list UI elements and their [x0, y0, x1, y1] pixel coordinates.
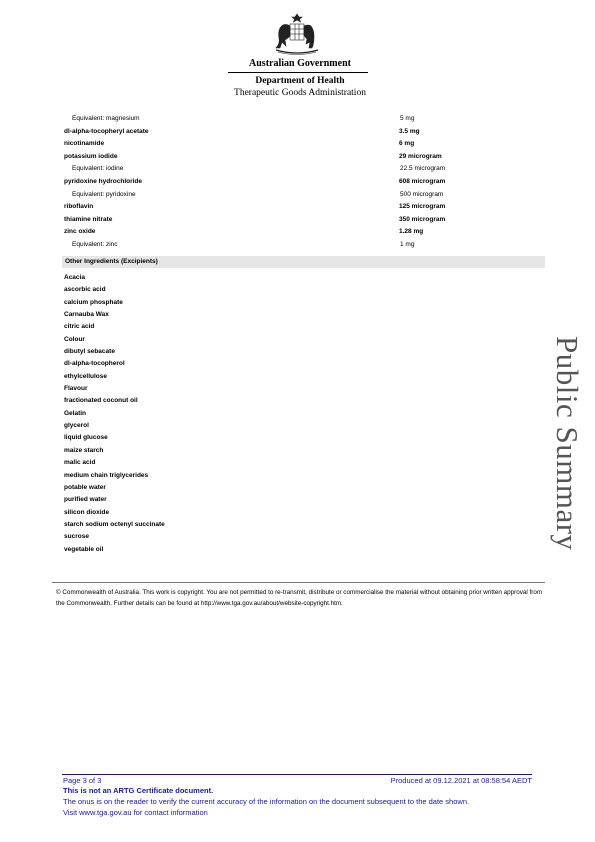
excipient-list [64, 272, 364, 556]
excipient-item: vegetable oil [64, 545, 104, 553]
ingredient-name: Equivalent: zinc [72, 240, 118, 248]
ingredient-row [62, 126, 547, 139]
ingredient-row [62, 226, 547, 239]
public-summary-watermark: Public Summary [550, 336, 585, 551]
excipient-item: silicon dioxide [64, 508, 110, 516]
produced-timestamp: Produced at 09.12.2021 at 08:58:54 AEDT [390, 776, 532, 785]
excipients-header [62, 256, 545, 268]
copyright-notice: © Commonwealth of Australia. This work is copyright. You are not permitted to re-transmit, distribute or commercialise the material without obtaining prior written approval from the Commonwealth. Further details can be found at http://www.tga.gov.au/about/website-copyright.htm. [56, 589, 543, 607]
copyright-divider [52, 582, 545, 583]
ingredient-row [62, 163, 547, 176]
ingredient-qty: 6 mg [399, 140, 415, 148]
ingredient-qty: 3.5 mg [399, 127, 420, 135]
ingredient-name: riboflavin [64, 203, 94, 211]
ingredient-row [62, 189, 547, 202]
ingredient-name: dl-alpha-tocopheryl acetate [64, 127, 149, 135]
ingredient-row [62, 151, 547, 164]
excipient-item: fractionated coconut oil [64, 397, 138, 405]
government-title: Australian Government [249, 58, 351, 69]
excipient-item: ascorbic acid [64, 286, 106, 294]
ingredient-qty: 500 microgram [400, 190, 444, 198]
ingredient-qty: 22.5 microgram [400, 165, 446, 173]
excipient-item: calcium phosphate [64, 298, 123, 306]
coat-of-arms-logo [266, 12, 328, 60]
ingredient-qty: 125 microgram [399, 203, 446, 211]
ingredient-qty: 5 mg [400, 115, 415, 122]
excipient-item: Gelatin [64, 409, 87, 417]
ingredient-name: Equivalent: pyridoxine [72, 190, 136, 198]
excipient-item: liquid glucose [64, 434, 108, 442]
ingredient-row [62, 176, 547, 189]
contact-notice: Visit www.tga.gov.au for contact information [63, 808, 208, 817]
excipient-item: potable water [64, 483, 106, 491]
excipient-item: Carnauba Wax [64, 311, 109, 319]
ingredient-qty: 1 mg [400, 240, 415, 248]
excipient-item: Acacia [64, 274, 85, 281]
ingredient-name: Equivalent: iodine [72, 165, 124, 173]
footer-divider [62, 774, 532, 775]
ingredient-name: potassium iodide [64, 152, 118, 160]
ingredient-name: thiamine nitrate [64, 215, 113, 223]
ingredient-row [62, 239, 547, 252]
header-divider [228, 72, 368, 73]
excipient-item: starch sodium octenyl succinate [64, 520, 165, 528]
excipient-item: malic acid [64, 459, 96, 467]
ingredient-row [62, 201, 547, 214]
onus-notice: The onus is on the reader to verify the current accuracy of the information on the document subsequent to the date shown. [63, 797, 470, 806]
ingredient-name: pyridoxine hydrochloride [64, 177, 143, 185]
ingredient-name: nicotinamide [64, 140, 105, 148]
ingredient-qty: 350 microgram [399, 215, 446, 223]
ingredient-name: zinc oxide [64, 228, 96, 236]
excipient-item: citric acid [64, 323, 95, 331]
agency-title: Therapeutic Goods Administration [234, 88, 366, 98]
excipients-header-label: Other Ingredients (Excipients) [65, 258, 158, 265]
ingredient-row [62, 113, 547, 126]
excipient-item: dibutyl sebacate [64, 348, 115, 356]
excipient-item: medium chain triglycerides [64, 471, 149, 479]
excipient-item: maize starch [64, 446, 104, 454]
ingredient-row [62, 214, 547, 227]
excipient-item: sucrose [64, 533, 89, 541]
ingredient-row [62, 138, 547, 151]
excipient-item: purified water [64, 496, 107, 504]
page-number: Page 3 of 3 [63, 776, 102, 785]
excipient-item: glycerol [64, 422, 89, 430]
ingredient-qty: 608 microgram [399, 177, 446, 185]
ingredient-list [62, 113, 547, 252]
ingredient-name: Equivalent: magnesium [72, 115, 140, 122]
excipient-item: ethylcellulose [64, 372, 107, 380]
excipient-item: Colour [64, 335, 85, 343]
not-certificate-notice: This is not an ARTG Certificate document. [63, 786, 214, 795]
ingredient-qty: 29 microgram [399, 152, 442, 160]
department-title: Department of Health [255, 76, 345, 86]
ingredient-qty: 1.28 mg [399, 228, 424, 236]
excipient-item: dl-alpha-tocopherol [64, 360, 125, 368]
excipient-item: Flavour [64, 385, 88, 393]
